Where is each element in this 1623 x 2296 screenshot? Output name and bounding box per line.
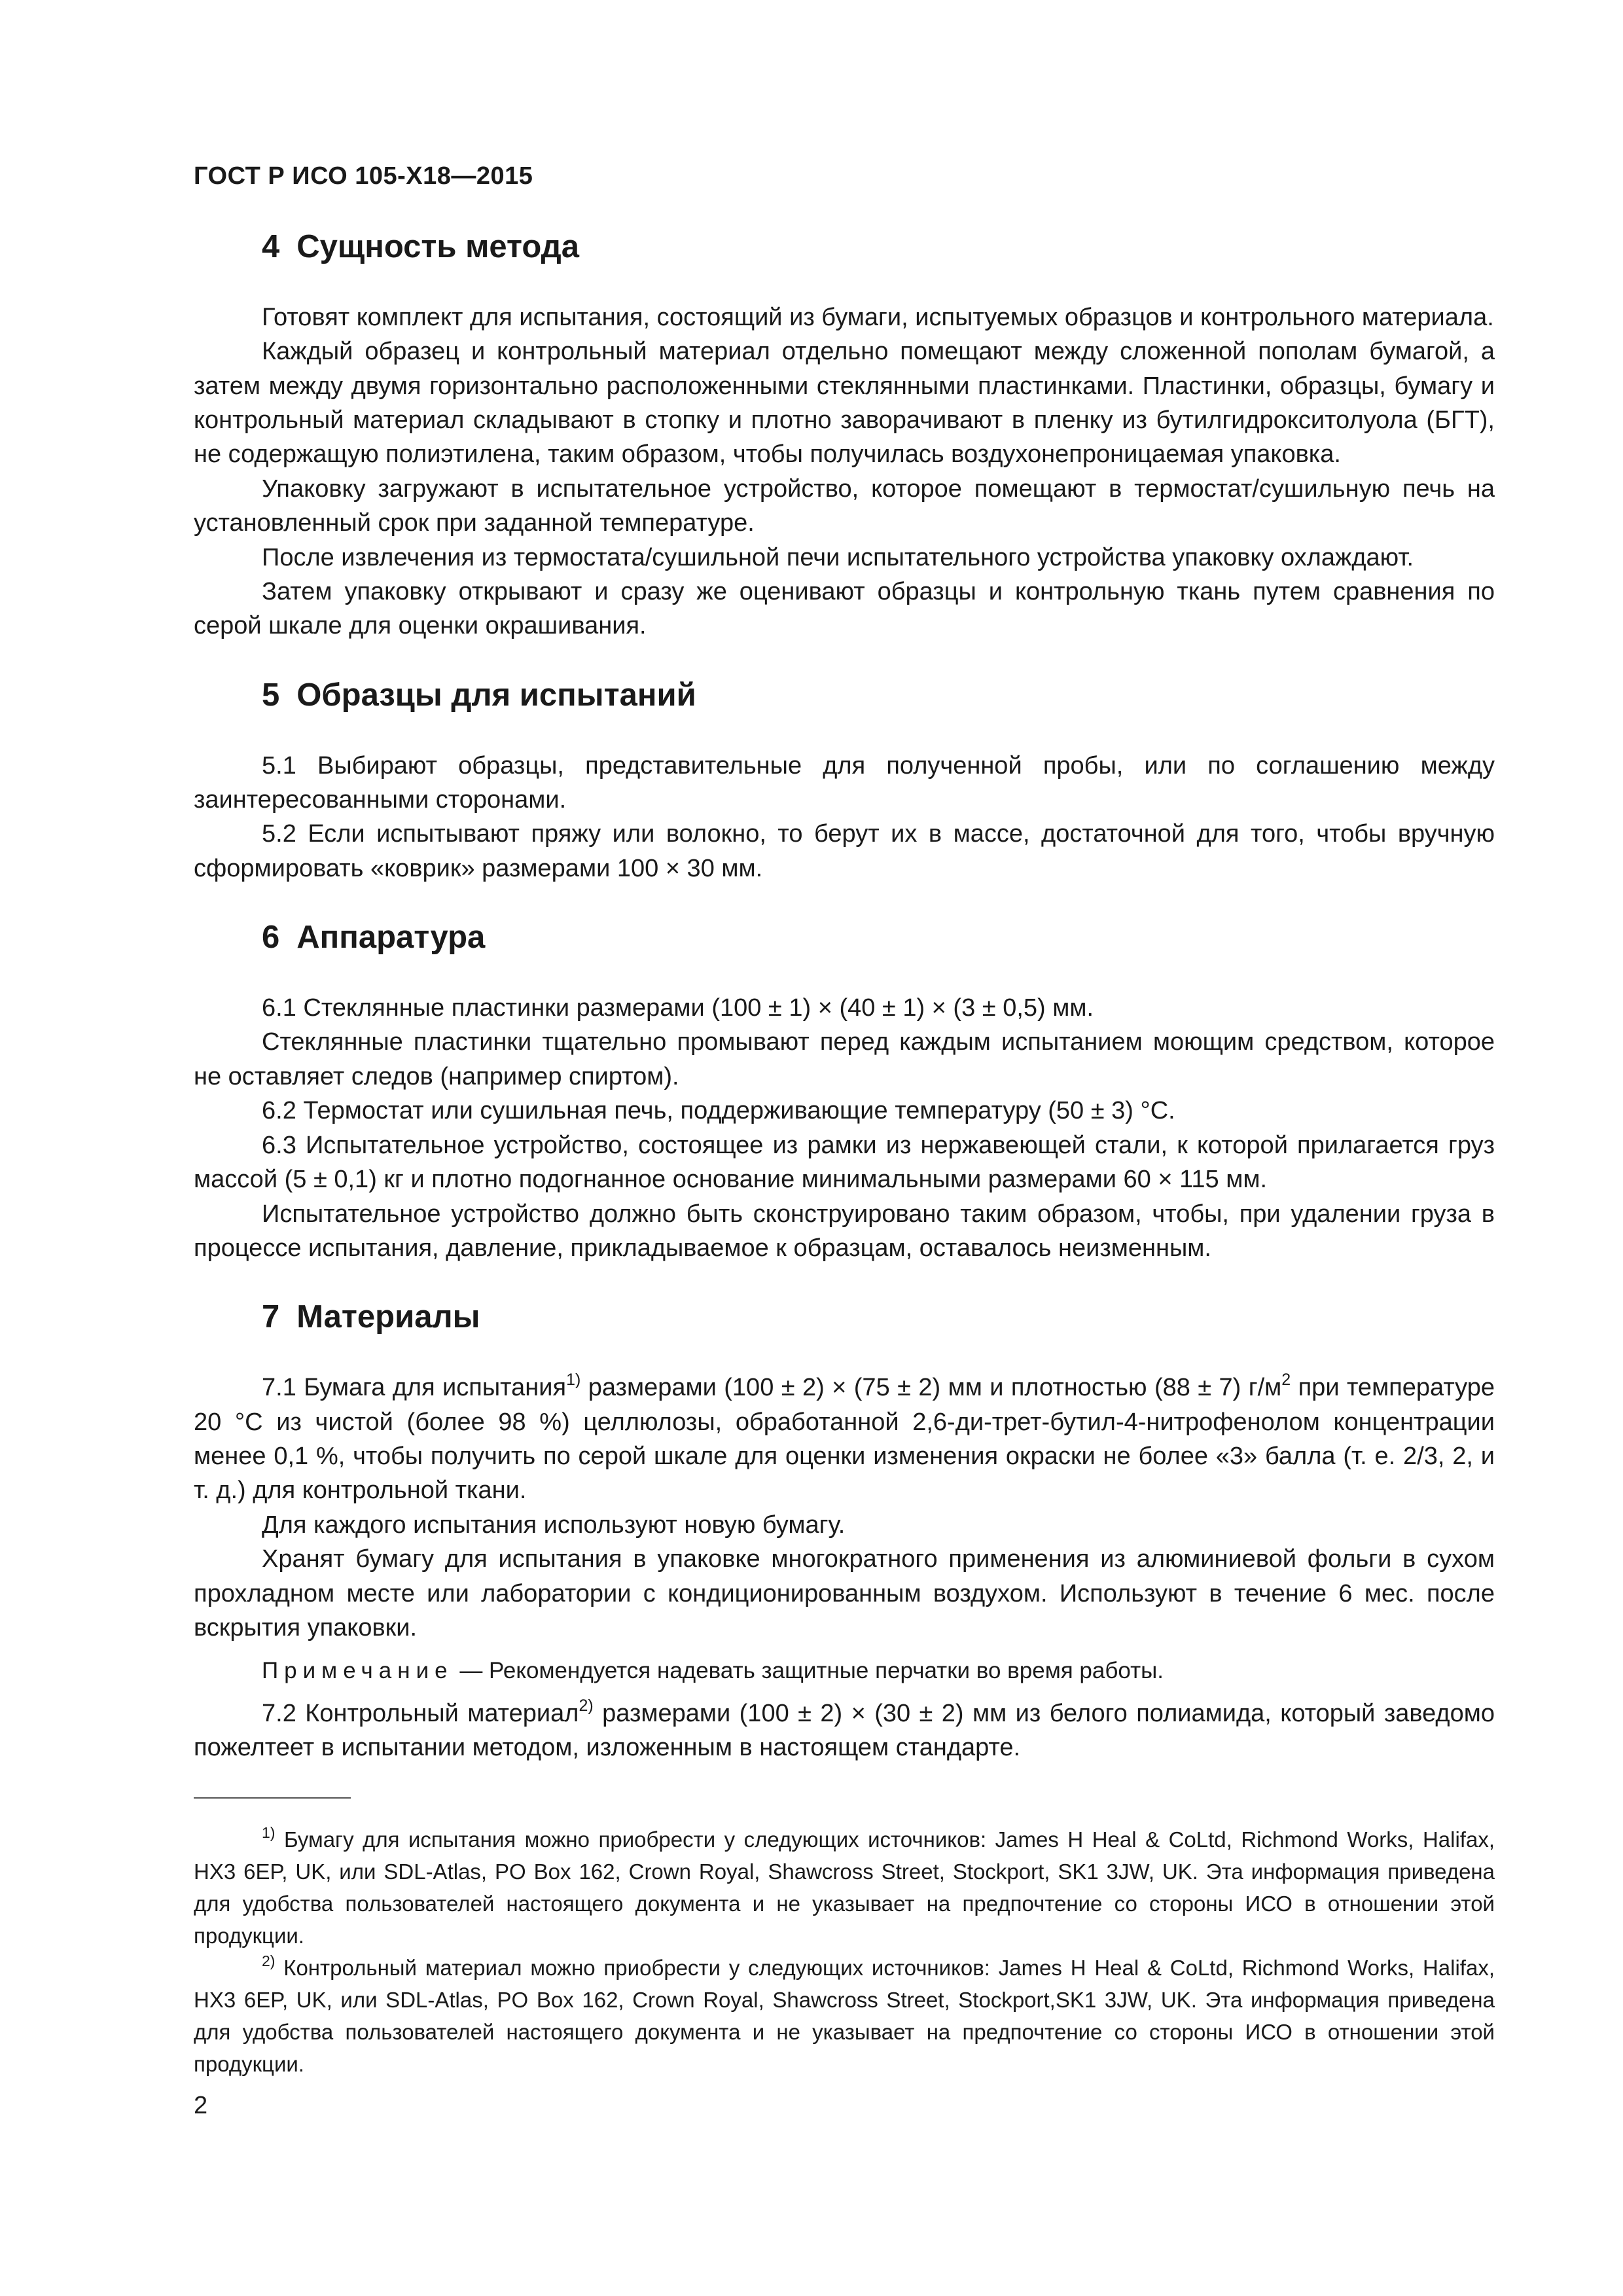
section-number: 6 [262,920,280,956]
paragraph [194,1371,1495,1508]
section-7 [194,1298,1495,1765]
footnote [194,1952,1495,2080]
footnote-mark: 2) [262,1952,276,1969]
paragraph: 6.1 Стеклянные пластинки размерами (100 ± 1) × (40 ± 1) × (3 ± 0,5) мм. [262,994,1094,1022]
superscript: 2 [1281,1371,1291,1390]
paragraph: 5.2 Если испытывают пряжу или волокно, то берут их в массе, достаточной для того, чтобы вручную сформировать «коврик» размерами 100 × 30 мм. [194,820,1495,882]
section-heading [194,918,1495,957]
note [194,1654,1495,1688]
page-number: 2 [194,2092,208,2119]
section-title: Материалы [296,1299,480,1335]
paragraph: 6.3 Испытательное устройство, состоящее из рамки из нержавеющей стали, к которой прилагается груз массой (5 ± 0,1) кг и плотно подогнанное основание минимальными размерами 60 × 115 мм. [194,1131,1495,1194]
section-title: Аппаратура [296,920,486,956]
section-heading [194,676,1495,715]
footnote-text: Контрольный материал можно приобрести у следующих источников: James H Heal & CoLtd, Richmond Works, Halifax, HX3 6EP, UK, или SDL-Atlas, PO Box 162, Crown Royal, Shawcross Street, Stockport,SK1 3JW, UK. Эта информация приведена для удобства пользователей настоящего документа и не указывает на предпочтение со стороны ИСО в отношении этой продукции. [194,1956,1495,2076]
section-6 [194,918,1495,1265]
footnote-separator [194,1797,351,1799]
paragraph: Затем упаковку открывают и сразу же оценивают образцы и контрольную ткань путем сравнения по серой шкале для оценки окрашивания. [194,578,1495,640]
paragraph: Хранят бумагу для испытания в упаковке многократного применения из алюминиевой фольги в сухом прохладном месте или лаборатории с кондиционированным воздухом. Используют в течение 6 мес. после вскрытия упаковки. [194,1545,1495,1641]
text-run: при температуре 20 °С из чистой (более 98 %) целлюлозы, обработанной 2,6-ди-трет-бутил-4-нитрофенолом концентрации менее 0,1 %, чтобы получить по серой шкале для оценки изменения окраски не более «3» балла (т. е. 2/3, 2, и т. д.) для контрольной ткани. [194,1374,1495,1505]
paragraph: Готовят комплект для испытания, состоящий из бумаги, испытуемых образцов и контрольного материала. [262,303,1494,331]
paragraph: Упаковку загружают в испытательное устройство, которое помещают в термостат/сушильную печь на установленный срок при заданной температуре. [194,475,1495,537]
footnote-text: Бумагу для испытания можно приобрести у следующих источников: James H Heal & CoLtd, Richmond Works, Halifax, HX3 6EP, UK, или SDL-Atlas, PO Box 162, Crown Royal, Shawcross Street, Stockport, SK1 3JW, UK. Эта информация приведена для удобства пользователей настоящего документа и не указывает на предпочтение со стороны ИСО в отношении этой продукции. [194,1827,1495,1948]
section-number: 5 [262,677,280,713]
paragraph: Испытательное устройство должно быть сконструировано таким образом, чтобы, при удалении груза в процессе испытания, давление, прикладываемое к образцам, оставалось неизменным. [194,1200,1495,1262]
section-heading [194,1298,1495,1336]
section-heading [194,228,1495,266]
paragraph: Каждый образец и контрольный материал отдельно помещают между сложенной пополам бумагой, а затем между двумя горизонтально расположенными стеклянными пластинками. Пластинки, образцы, бумагу и контрольный материал складывают в стопку и плотно заворачивают в пленку из бутилгидрокситолуола (БГТ), не содержащую полиэтилена, таким образом, чтобы получилась воздухонепроницаемая упаковка. [194,338,1495,469]
paragraph: После извлечения из термостата/сушильной печи испытательного устройства упаковку охлаждают. [262,543,1414,571]
paragraph: Стеклянные пластинки тщательно промывают перед каждым испытанием моющим средством, которое не оставляет следов (например спиртом). [194,1028,1495,1090]
text-run: размерами (100 ± 2) × (75 ± 2) мм и плотностью (88 ± 7) г/м [580,1374,1282,1402]
paragraph: 6.2 Термостат или сушильная печь, поддерживающие температуру (50 ± 3) °С. [262,1097,1175,1125]
paragraph: Для каждого испытания используют новую бумагу. [262,1511,846,1539]
text-run: размерами (100 ± 2) × (30 ± 2) мм из белого полиамида, который заведомо пожелтеет в испытании методом, изложенным в настоящем стандарте. [194,1699,1495,1762]
paragraph: 5.1 Выбирают образцы, представительные для полученной пробы, или по соглашению между заинтересованными сторонами. [194,751,1495,814]
footnote [194,1823,1495,1952]
paragraph [194,1696,1495,1765]
footnote-mark: 1) [262,1824,276,1841]
footnote-ref: 1) [566,1371,581,1390]
footnote-ref: 2) [579,1696,594,1715]
text-run: 7.2 Контрольный материал [262,1699,579,1727]
document-code-header: ГОСТ Р ИСО 105-X18—2015 [194,162,533,190]
footnotes [194,1823,1495,2080]
section-number: 4 [262,229,280,264]
section-title: Сущность метода [296,229,579,264]
section-4 [194,228,1495,643]
note-label: Примечание [262,1658,454,1684]
section-number: 7 [262,1299,280,1335]
note-text: — Рекомендуется надевать защитные перчатки во время работы. [453,1658,1164,1684]
main-content [194,228,1495,1798]
text-run: 7.1 Бумага для испытания [262,1374,567,1402]
section-5 [194,676,1495,886]
section-title: Образцы для испытаний [296,677,696,713]
